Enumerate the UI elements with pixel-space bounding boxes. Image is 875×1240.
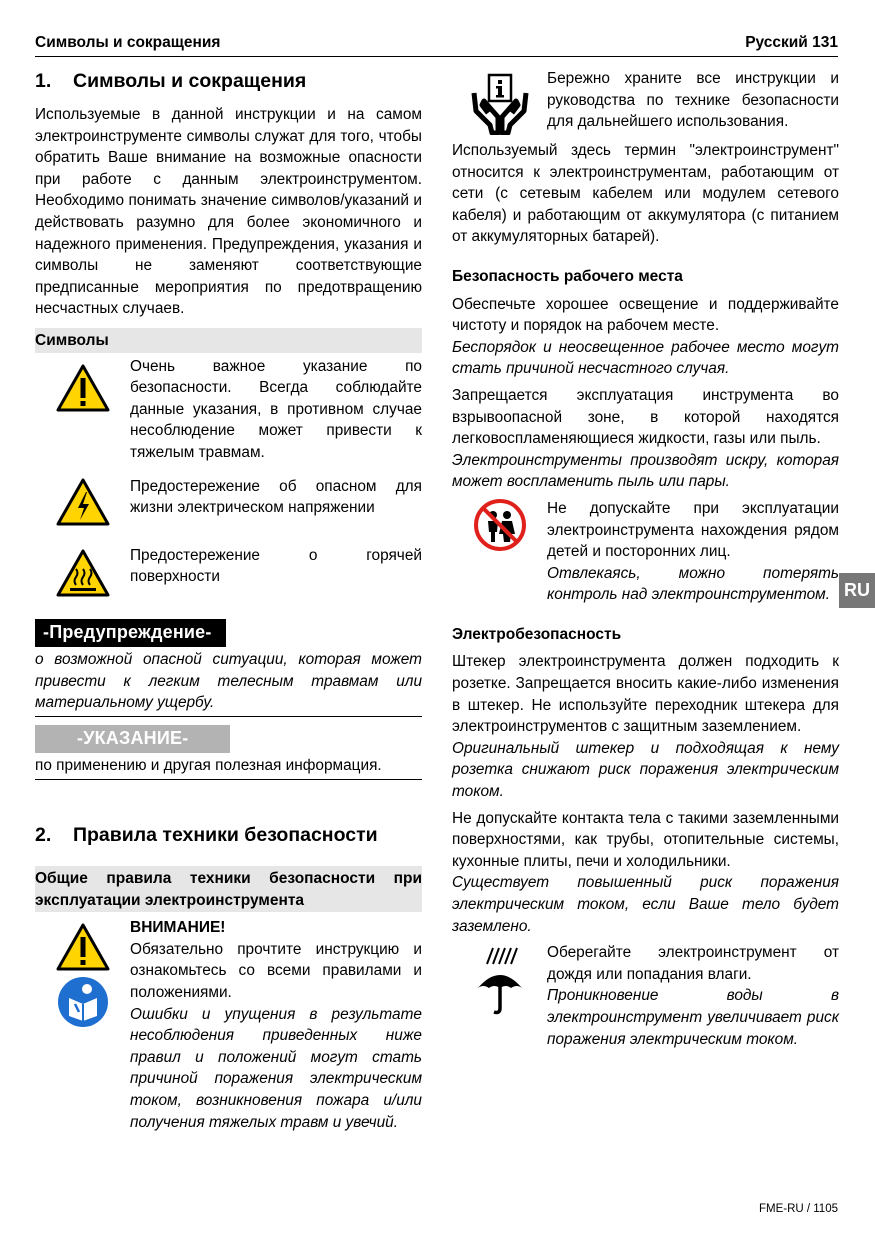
workplace-safety-heading: Безопасность рабочего места [452,267,683,285]
keep-instructions-text: Бережно храните все инструкции и руководства по технике безопасности для дальнейшего использования. [547,70,839,131]
term-paragraph: Используемый здесь термин "электроинструмент" относится к электроинструментам, работающим от сети (с сетевым кабелем или модулем сетевого кабеля) и работающим от аккумулятора (с питанием от аккумуляторных батарей). [452,142,839,246]
read-manual-icon [57,976,109,1028]
note-description: по применению и другая полезная информация. [35,755,422,780]
electric-p2-italic: Существует повышенный риск поражения электрическим током, если Ваше тело будет заземлено. [452,874,839,935]
header-page-number: Русский 131 [745,34,838,51]
children-italic-text: Отвлекаясь, можно потерять контроль над электроинструментом. [547,564,839,604]
rain-block [452,942,839,1050]
electrical-safety-heading: Электробезопасность [452,625,622,643]
document-code: FME-RU / 1105 [758,1203,838,1215]
header-section-title: Символы и сокращения [35,34,221,51]
warning-label: -Предупреждение- [35,619,226,648]
note-label-box [35,725,422,754]
symbol-row-general [35,356,422,464]
warning-description: о возможной опасной ситуации, которая может привести к легким телесным травмам или материальному ущербу. [35,649,422,717]
keep-instructions-icon [452,68,547,135]
symbols-heading: Символы [35,328,422,353]
left-column [35,68,422,1133]
symbol-hot-text: Предостережение о горячей поверхности [130,546,422,586]
section-2-heading: 2. Правила техники безопасности [35,824,378,847]
warning-label-box [35,619,422,648]
workplace-p2: Запрещается эксплуатация инструмента во взрывоопасной зоне, в которой находятся легковоспламеняющиеся жидкости, газы или пыль. [452,386,839,448]
symbol-general-text: Очень важное указание по безопасности. Всегда соблюдайте данные указания, в противном случае несоблюдение может привести к тяжелым травмам. [130,357,422,461]
intro-paragraph: Используемые в данной инструкции и на самом электроинструменте символы служат для того, чтобы обратить Ваше внимание на возможные опасности при работе с данным электроинструментом. Необходимо понимать значение символов/указаний и действовать разумно для более экономичного и надежного применения. Предупреждения, указания и символы не заменяют соответствующие предписанные мероприятия по предотвращению несчастных случаев. [35,106,422,318]
high-voltage-icon [35,476,130,526]
electric-p1-italic: Оригинальный штекер и подходящая к нему розетка снижают риск поражения электрическим током. [452,739,839,801]
symbol-row-voltage [35,476,422,526]
warning-triangle-icon [35,356,130,412]
section-1-heading: 1. Символы и сокращения [35,70,307,92]
attention-italic-text: Ошибки и упущения в результате несоблюдения приведенных ниже правил и положений могут стать причиной поражения электрическим током, возникновения пожара и/или получения тяжелых травм и увечий. [130,1005,422,1131]
electric-p1: Штекер электроинструмента должен подходить к розетке. Запрещается вносить какие-либо изменения в штекер. Не используйте переходник штекера для электроинструментов с защитным заземлением. [452,653,839,736]
no-children-icon [452,498,547,552]
warning-triangle-icon [56,923,110,971]
attention-block [35,917,422,1133]
page-header [35,32,838,57]
workplace-p1-italic: Беспорядок и неосвещенное рабочее место могут стать причиной несчастного случая. [452,338,839,378]
right-column [452,68,839,1050]
umbrella-rain-icon [452,942,547,1018]
symbol-voltage-text: Предостережение об опасном для жизни электрическом напряжении [130,477,422,517]
rain-text: Оберегайте электроинструмент от дождя или попадания влаги. [547,944,839,983]
workplace-p1: Обеспечьте хорошее освещение и поддерживайте чистоту и порядок на рабочем месте. [452,295,839,335]
attention-label: ВНИМАНИЕ! [130,919,226,937]
children-text: Не допускайте при эксплуатации электроинструмента нахождения рядом детей и посторонних лиц. [547,499,839,561]
electric-p2: Не допускайте контакта тела с такими заземленными поверхностями, как трубы, отопительные системы, кухонные плиты, печи и холодильники. [452,809,839,870]
children-block [452,498,839,606]
workplace-p2-italic: Электроинструменты производят искру, которая может воспламенить пыль или пары. [452,451,839,491]
keep-instructions-block [452,68,839,135]
note-label: -УКАЗАНИЕ- [35,725,230,754]
hot-surface-icon [35,545,130,597]
symbol-row-hot [35,545,422,597]
language-tab-ru: RU [839,573,875,608]
rain-italic-text: Проникновение воды в электроинструмент увеличивает риск поражения электрическим током. [547,987,839,1048]
attention-text: Обязательно прочтите инструкцию и ознакомьтесь со всеми правилами и положениями. [130,940,422,1002]
general-safety-heading: Общие правила техники безопасности при эксплуатации электроинструмента [35,866,422,912]
